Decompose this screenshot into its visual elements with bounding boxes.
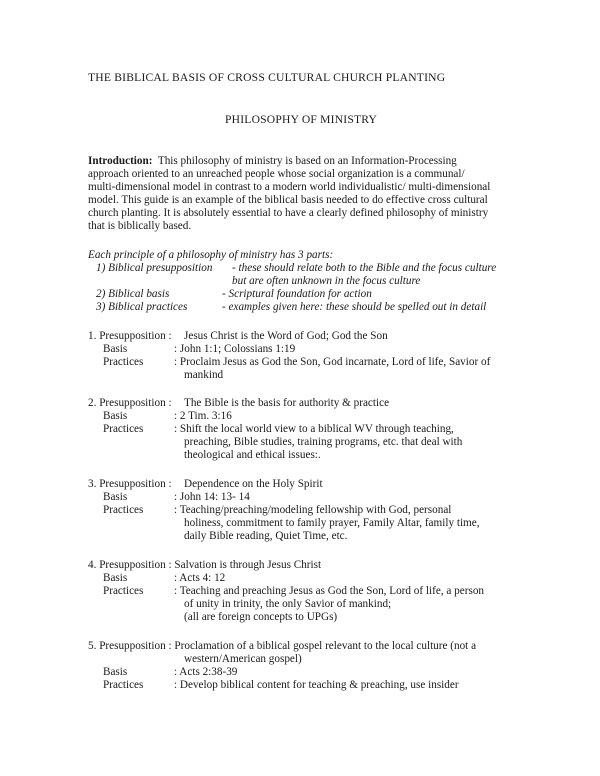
basis-text: : Acts 4: 12	[174, 572, 226, 584]
basis-text: : Acts 2:38-39	[174, 666, 238, 678]
principles-heading: Each principle of a philosophy of ministry has 3 parts:	[88, 249, 334, 261]
presupposition-label: 1. Presupposition :	[88, 330, 172, 342]
practices-line: holiness, commitment to family prayer, Family Altar, family time,	[184, 517, 480, 529]
principle-1-desc-cont: but are often unknown in the focus culture	[232, 275, 421, 287]
principle-1-desc: - these should relate both to the Bible and the focus culture	[232, 262, 497, 274]
presupposition-label: 2. Presupposition :	[88, 397, 172, 409]
intro-line: multi-dimensional model in contrast to a modern world individualistic/ multi-dimensional	[88, 181, 491, 193]
basis-text: : John 14: 13- 14	[174, 491, 250, 503]
basis-label: Basis	[103, 572, 128, 584]
basis-text: : 2 Tim. 3:16	[174, 410, 232, 422]
practices-line: preaching, Bible studies, training programs, etc. that deal with	[184, 436, 463, 448]
presupposition-text: The Bible is the basis for authority & practice	[184, 397, 390, 409]
practices-line: theological and ethical issues:.	[184, 449, 321, 461]
document-title: THE BIBLICAL BASIS OF CROSS CULTURAL CHURCH PLANTING	[88, 71, 446, 84]
basis-label: Basis	[103, 491, 128, 503]
practices-label: Practices	[103, 679, 144, 691]
presupposition-label: 4. Presupposition : Salvation is through Jesus Christ	[88, 559, 322, 571]
practices-line: mankind	[184, 369, 224, 381]
intro-line: that is biblically based.	[88, 220, 192, 232]
practices-line: : Develop biblical content for teaching & preaching, use insider	[174, 679, 459, 691]
intro-line: model. This guide is an example of the biblical basis needed to do effective cross cultural	[88, 194, 488, 206]
principle-2-desc: - Scriptural foundation for action	[222, 288, 372, 300]
practices-label: Practices	[103, 423, 144, 435]
basis-text: : John 1:1; Colossians 1:19	[174, 343, 296, 355]
practices-line: of unity in trinity, the only Savior of mankind;	[184, 598, 392, 610]
practices-line: (all are foreign concepts to UPGs)	[184, 611, 338, 623]
presupposition-text: Jesus Christ is the Word of God; God the Son	[184, 330, 388, 342]
basis-label: Basis	[103, 666, 128, 678]
basis-label: Basis	[103, 343, 128, 355]
principle-2-name: 2) Biblical basis	[96, 288, 170, 300]
practices-line: : Proclaim Jesus as God the Son, God incarnate, Lord of life, Savior of	[174, 356, 491, 368]
intro-line	[88, 154, 457, 168]
practices-line: : Teaching/preaching/modeling fellowship with God, personal	[174, 504, 452, 516]
intro-label: Introduction:	[88, 155, 153, 167]
principle-3-name: 3) Biblical practices	[96, 301, 188, 313]
intro-line: approach oriented to an unreached people whose social organization is a communal/	[88, 168, 465, 180]
presupposition-text: western/American gospel)	[184, 653, 302, 665]
basis-label: Basis	[103, 410, 128, 422]
practices-line: daily Bible reading, Quiet Time, etc.	[184, 530, 348, 542]
practices-label: Practices	[103, 585, 144, 597]
presupposition-text: Dependence on the Holy Spirit	[184, 478, 323, 490]
practices-label: Practices	[103, 356, 144, 368]
practices-label: Practices	[103, 504, 144, 516]
document-subtitle: PHILOSOPHY OF MINISTRY	[225, 113, 378, 126]
intro-line: church planting. It is absolutely essential to have a clearly defined philosophy of ministry	[88, 207, 489, 219]
intro-line-1: This philosophy of ministry is based on an Information-Processing	[157, 155, 457, 167]
presupposition-label: 3. Presupposition :	[88, 478, 172, 490]
presupposition-label: 5. Presupposition : Proclamation of a biblical gospel relevant to the local culture (not a	[88, 640, 477, 652]
principle-3-desc: - examples given here: these should be spelled out in detail	[222, 301, 487, 313]
practices-line: : Shift the local world view to a biblical WV through teaching,	[174, 423, 454, 435]
principle-1-name: 1) Biblical presupposition	[96, 262, 213, 274]
practices-line: : Teaching and preaching Jesus as God the Son, Lord of life, a person	[174, 585, 485, 597]
